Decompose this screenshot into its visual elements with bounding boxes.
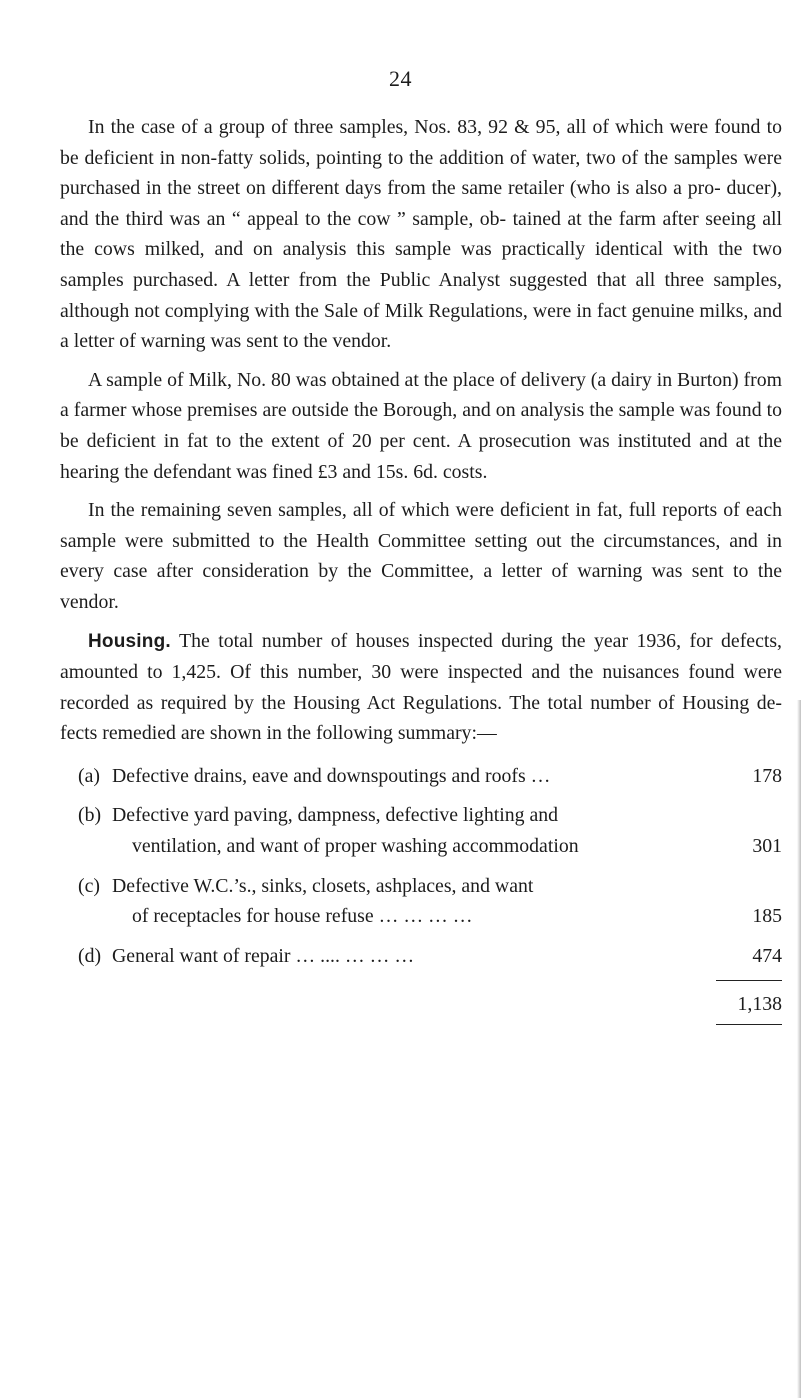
summary-item-line: Defective drains, eave and downspoutings and roofs …: [112, 764, 551, 787]
summary-item-value: 185: [752, 905, 782, 928]
paragraph-housing: [60, 626, 782, 749]
summary-item-marker: (c): [78, 874, 100, 897]
document-body: [60, 112, 782, 1025]
page-number: 24: [389, 66, 412, 91]
summary-item-value: 474: [752, 944, 782, 967]
summary-item-line-continued: ventilation, and want of proper washing accommodation: [132, 835, 579, 858]
summary-item-marker: (b): [78, 804, 102, 827]
total-rule-bottom: [716, 1024, 782, 1025]
summary-total: 1,138: [737, 993, 782, 1016]
summary-item-marker: (d): [78, 944, 102, 967]
summary-item-b: [60, 800, 782, 861]
housing-defects-summary: [60, 761, 782, 1025]
summary-item-a: [60, 761, 782, 792]
summary-item-marker: (a): [78, 764, 100, 787]
page-edge-shadow: [797, 700, 801, 1398]
summary-item-line: Defective W.C.’s., sinks, closets, ashplaces, and want: [112, 874, 534, 897]
housing-heading: Housing.: [88, 630, 171, 652]
paragraph-remaining-samples: In the remaining seven samples, all of which were deficient in fat, full reports of each sample were submitted to the Health Committee setting out the circumstances, and in every case after consideration by the Committee, a letter of warning was sent to the vendor.: [60, 499, 782, 613]
summary-item-description: [112, 800, 720, 861]
summary-item-value: 301: [752, 835, 782, 858]
summary-item-description: [112, 941, 720, 972]
summary-item-value: 178: [752, 764, 782, 787]
summary-item-d: [60, 941, 782, 972]
summary-item-line: Defective yard paving, dampness, defective lighting and: [112, 804, 559, 827]
summary-item-description: [112, 871, 720, 932]
housing-text: The total number of houses inspected during the year 1936, for defects, amounted to 1,425. Of this number, 30 were inspected and the nuisances found were recorded as required by the Housing Act Regulations. The total number of Housing de- fects remedied are shown in the following summary:—: [60, 629, 782, 745]
summary-item-c: [60, 871, 782, 932]
summary-item-description: [112, 761, 720, 792]
summary-item-line-continued: of receptacles for house refuse … … … …: [132, 905, 473, 928]
paragraph-milk-group-samples: In the case of a group of three samples, Nos. 83, 92 & 95, all of which were found to be deficient in non-fatty solids, pointing to the addition of water, two of the samples were purchased in the street on different days from the same retailer (who is also a pro- ducer), and the third was an “ appeal to the cow ” sample, ob- tained at the farm after seeing all the cows milked, and on analysis this sample was practically identical with the two samples purchased. A letter from the Public Analyst suggested that all three samples, although not complying with the Sale of Milk Regulations, were in fact genuine milks, and a letter of warning was sent to the vendor.: [60, 116, 782, 353]
paragraph-milk-sample-80: A sample of Milk, No. 80 was obtained at the place of delivery (a dairy in Burton) from a farmer whose premises are outside the Borough, and on analysis the sample was found to be deficient in fat to the extent of 20 per cent. A prosecution was instituted and at the hearing the defendant was fined £3 and 15s. 6d. costs.: [60, 368, 782, 483]
summary-item-line: General want of repair … .... … … …: [112, 944, 415, 967]
